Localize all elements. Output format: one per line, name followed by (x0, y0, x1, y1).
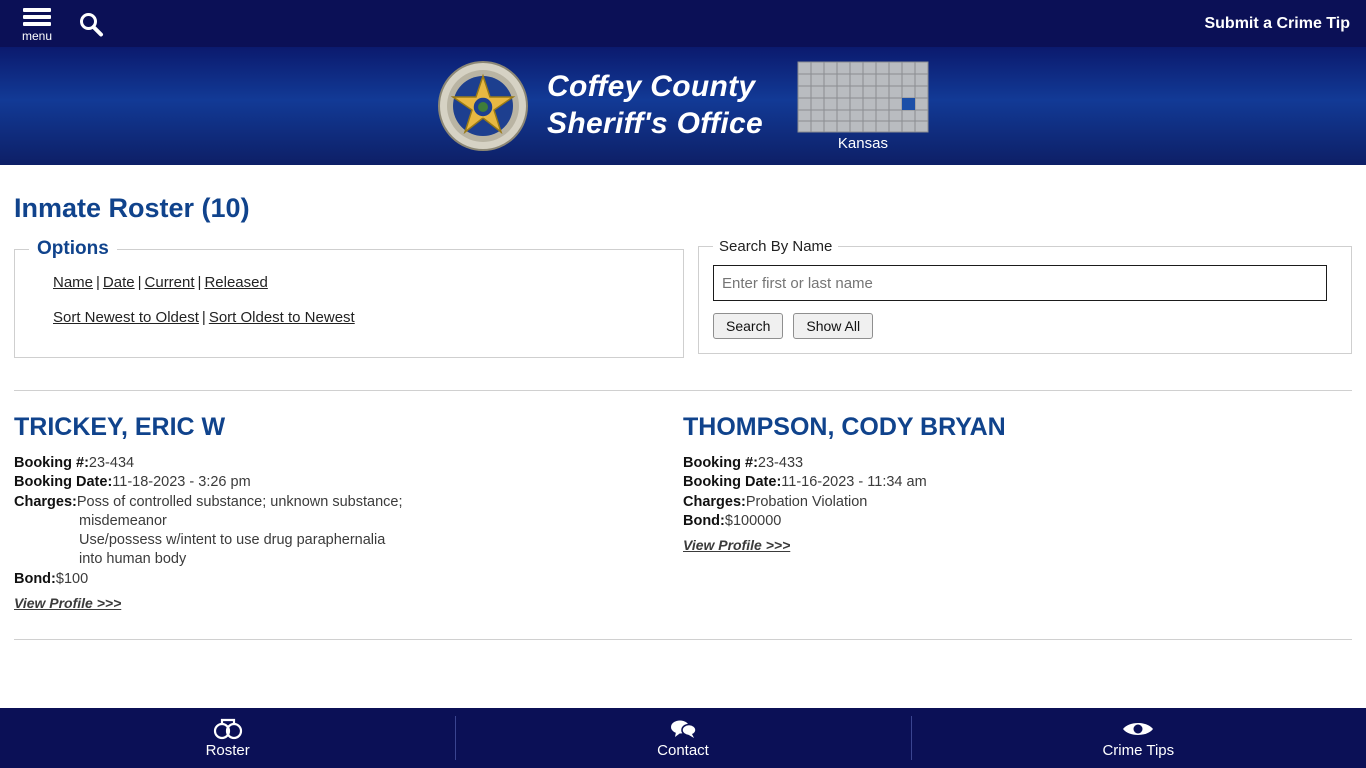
sort-oldest-to-newest-link[interactable]: Sort Oldest to Newest (208, 309, 355, 326)
filter-link-released[interactable]: Released (204, 274, 268, 291)
booking-date-value: 11-18-2023 - 3:26 pm (112, 474, 251, 491)
options-sort-links (53, 309, 669, 326)
footer-label-contact: Contact (657, 741, 709, 759)
booking-date-value: 11-16-2023 - 11:34 am (781, 474, 927, 491)
booking-number-value: 23-434 (88, 455, 135, 471)
bond-value: $100000 (724, 512, 782, 529)
booking-number-label: Booking #: (683, 455, 758, 471)
options-panel (14, 238, 684, 358)
site-title (547, 69, 763, 142)
submit-crime-tip-link[interactable]: Submit a Crime Tip (1204, 14, 1350, 32)
hamburger-icon (23, 5, 51, 29)
booking-date-label: Booking Date: (14, 474, 113, 491)
sheriff-star-badge-icon (437, 60, 529, 152)
search-input[interactable] (713, 265, 1327, 301)
filter-link-current[interactable]: Current (144, 274, 195, 291)
booking-date-label: Booking Date: (683, 474, 782, 491)
state-locator (797, 61, 929, 152)
list-item (14, 413, 683, 613)
inmate-charges (683, 493, 1332, 512)
sort-newest-to-oldest-link[interactable]: Sort Newest to Oldest (53, 309, 199, 326)
search-icon[interactable] (74, 7, 108, 41)
site-title-line2: Sheriff's Office (547, 107, 763, 140)
link-separator: | (201, 309, 206, 326)
options-filter-links (53, 274, 669, 291)
chat-bubbles-icon (668, 718, 698, 740)
site-title-line1: Coffey County (547, 70, 756, 104)
inmate-booking-date (683, 473, 1332, 492)
bond-label: Bond: (14, 570, 56, 587)
booking-number-value: 23-433 (757, 455, 804, 471)
inmate-charges (14, 493, 663, 570)
charges-label: Charges: (683, 493, 746, 510)
list-item (683, 413, 1352, 613)
search-legend: Search By Name (719, 238, 833, 255)
charge-line: Probation Violation (745, 493, 868, 510)
filter-link-name[interactable]: Name (53, 274, 94, 291)
search-button-row (713, 313, 1337, 339)
handcuffs-icon (213, 718, 243, 740)
footer-label-crime-tips: Crime Tips (1102, 741, 1175, 759)
footer-nav (0, 708, 1366, 768)
inmate-bond (683, 512, 1332, 531)
eye-icon (1121, 718, 1155, 740)
footer-item-contact[interactable] (455, 708, 910, 768)
footer-item-crime-tips[interactable] (911, 708, 1366, 768)
link-separator: | (137, 274, 142, 291)
inmate-booking-number (14, 454, 663, 473)
charges-label: Charges: (14, 493, 77, 510)
inmate-booking-date (14, 473, 663, 492)
inmate-name: TRICKEY, ERIC W (14, 413, 226, 441)
charge-line: misdemeanor (79, 512, 167, 529)
link-separator: | (197, 274, 202, 291)
charge-line: into human body (79, 551, 187, 568)
inmate-name: THOMPSON, CODY BRYAN (683, 413, 1006, 441)
top-utility-bar (0, 0, 1366, 47)
kansas-map-icon (797, 61, 929, 133)
inmate-roster-list (14, 413, 1352, 613)
charge-line: Use/possess w/intent to use drug paraphernalia (79, 532, 386, 549)
view-profile-link[interactable]: View Profile >>> (14, 594, 122, 611)
divider (14, 390, 1352, 391)
search-button[interactable]: Search (713, 313, 783, 339)
menu-button-label: menu (21, 29, 53, 43)
site-banner (0, 47, 1366, 165)
footer-label-roster: Roster (205, 741, 250, 759)
bond-value: $100 (55, 570, 89, 587)
bond-label: Bond: (683, 512, 725, 529)
state-label: Kansas (837, 134, 888, 152)
charge-line: Poss of controlled substance; unknown substance; (76, 493, 403, 510)
page-title: Inmate Roster (10) (14, 193, 250, 223)
inmate-booking-number (683, 454, 1332, 473)
main-content (0, 193, 1366, 640)
options-legend: Options (37, 238, 109, 259)
view-profile-link[interactable]: View Profile >>> (683, 537, 791, 554)
controls-row (14, 238, 1352, 358)
booking-number-label: Booking #: (14, 455, 89, 471)
link-separator: | (96, 274, 100, 291)
footer-item-roster[interactable] (0, 708, 455, 768)
inmate-bond (14, 570, 663, 589)
search-panel (698, 238, 1352, 354)
show-all-button[interactable]: Show All (793, 313, 873, 339)
filter-link-date[interactable]: Date (102, 274, 135, 291)
menu-button[interactable] (16, 5, 58, 42)
divider (14, 639, 1352, 640)
